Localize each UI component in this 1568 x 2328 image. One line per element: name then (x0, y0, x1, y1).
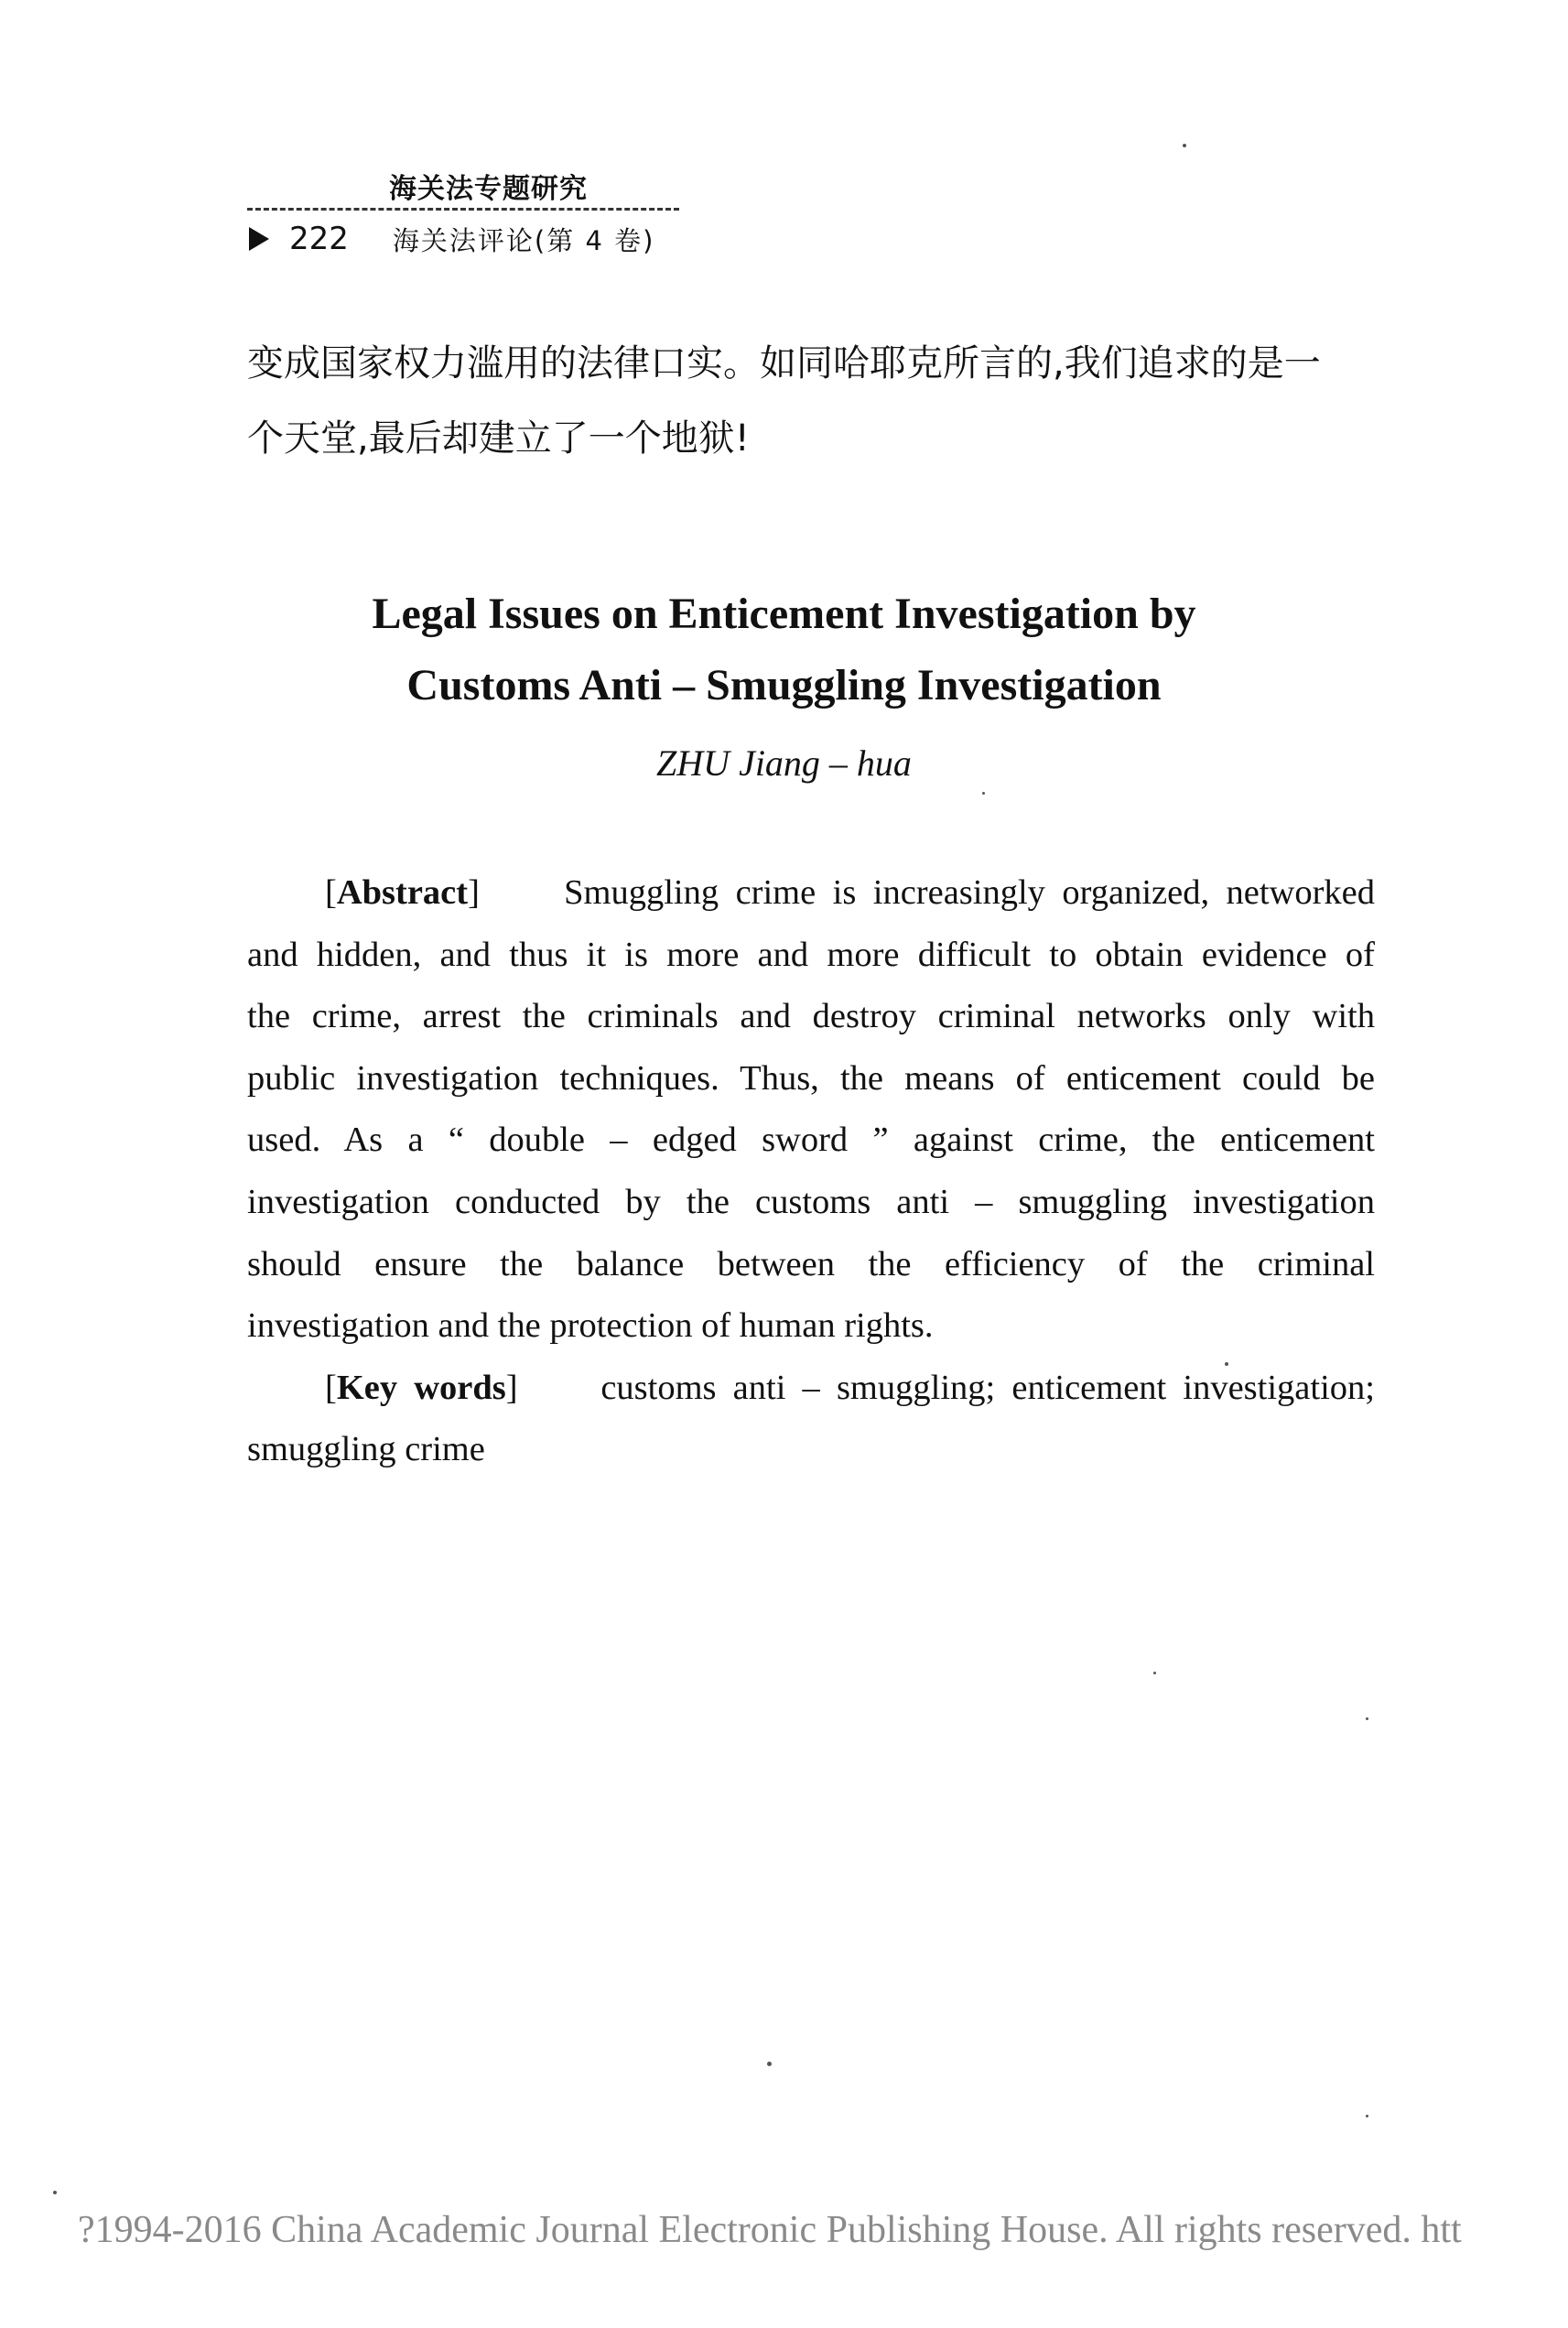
abstract-block (247, 862, 1375, 1481)
journal-name: 海关法评论(第 4 卷) (392, 224, 655, 256)
scan-speck (1225, 1362, 1228, 1366)
scan-speck (53, 2191, 57, 2194)
triangle-marker-icon (249, 227, 269, 251)
scan-speck (1366, 1717, 1368, 1720)
scan-speck (982, 792, 985, 795)
scan-speck (1183, 144, 1186, 147)
keywords-line-2: smuggling crime (247, 1430, 485, 1469)
header-dashed-rule (247, 208, 679, 211)
page-number: 222 (289, 221, 349, 257)
author-name: ZHU Jiang – hua (656, 742, 912, 784)
keywords-text-1: customs anti – smuggling; enticement investigation; (600, 1368, 1375, 1407)
chinese-line-2: 个天堂,最后却建立了一个地狱! (247, 417, 750, 460)
scan-speck (1366, 2115, 1368, 2117)
copyright-footer: ?1994-2016 China Academic Journal Electronic Publishing House. All rights reserved. htt (78, 2209, 1462, 2251)
abstract-label: Abstract (336, 873, 469, 912)
abstract-line-7: should ensure the balance between the efficiency of the criminal (247, 1244, 1375, 1283)
abstract-line-8: investigation and the protection of human rights. (247, 1306, 934, 1346)
keywords-line-1: [Key words] customs anti – smuggling; enticement investigation; (325, 1368, 1375, 1407)
abstract-line-3: the crime, arrest the criminals and destroy criminal networks only with (247, 997, 1375, 1036)
chinese-body-text (247, 326, 1382, 476)
abstract-line-6: investigation conducted by the customs anti – smuggling investigation (247, 1182, 1375, 1221)
abstract-line-5: used. As a “ double – edged sword ” against crime, the enticement (247, 1121, 1375, 1160)
keywords-label: Key words (336, 1368, 506, 1407)
chinese-line-1: 变成国家权力滥用的法律口实。如同哈耶克所言的,我们追求的是一 (247, 342, 1321, 384)
abstract-line-1: [Abstract] Smuggling crime is increasingly organized, networked (325, 873, 1375, 912)
abstract-line-2: and hidden, and thus it is more and more difficult to obtain evidence of (247, 935, 1375, 974)
abstract-line-4: public investigation techniques. Thus, the means of enticement could be (247, 1058, 1375, 1098)
scan-speck (1153, 1672, 1156, 1674)
title-line-1: Legal Issues on Enticement Investigation by (372, 590, 1196, 638)
article-title (0, 579, 1568, 721)
title-line-2: Customs Anti – Smuggling Investigation (406, 661, 1162, 709)
running-header-section: 海关法专题研究 (389, 173, 588, 205)
running-header (249, 216, 654, 262)
scan-speck (767, 2062, 772, 2066)
abstract-text-1: Smuggling crime is increasingly organized, networked (564, 873, 1375, 912)
